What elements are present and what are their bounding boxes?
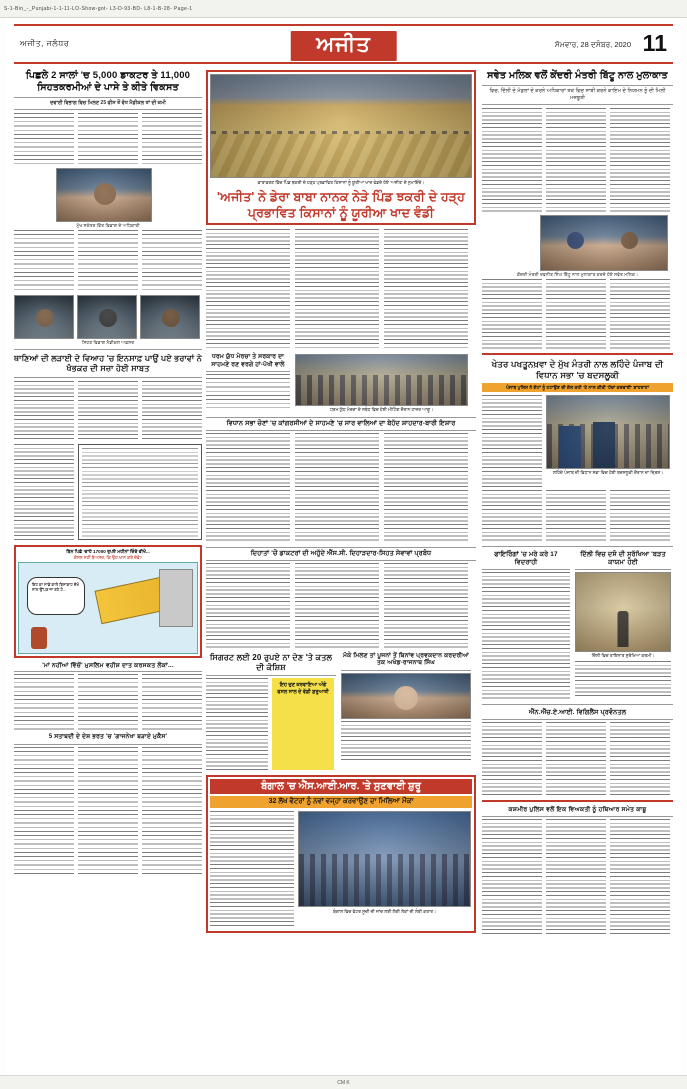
article-a1-body-col1 xyxy=(14,113,74,165)
masthead xyxy=(14,24,673,64)
article-c2-photo xyxy=(540,215,668,271)
article-b1-headline: 'ਅਜੀਤ' ਨੇ ਡੇਰਾ ਬਾਬਾ ਨਾਨਕ ਨੇੜੇ ਪਿੰਡ ਝਕਰੀ ਦੇ ਹੜ੍ਹ ਪ੍ਰਭਾਵਿਤ ਕਿਸਾਨਾਂ ਨੂੰ ਯੂਰੀਆ ਖਾਦ ਵੰਡੀ xyxy=(216,189,466,220)
article-c4 xyxy=(575,551,671,700)
article-b2 xyxy=(206,354,476,413)
article-c6-headline: ਕਸ਼ਮੀਰ ਪੁਲਿਸ ਵਲੋਂ ਇਕ ਵਿਅਕਤੀ ਨੂੰ ਹਥਿਆਰ ਸਮੇਤ ਕਾਬੂ xyxy=(508,806,647,814)
article-a1-headline: ਪਿਛਲੇ 2 ਸਾਲਾਂ 'ਚ 5,000 ਡਾਕਟਰ ਤੇ 11,000 ਸਿਹਤਕਰਮੀਆਂ ਦੇ ਪਾਸੇ ਤੇ ਕੀਤੇ ਵਿਕਸਤ xyxy=(25,70,191,93)
article-c1-kicker: ਪੰਜਾਬ ਪੁਲਿਸ ਨੇ ਗੇਟਾਂ ਨੂੰ ਹਟਾਉਣ ਦੀ ਗੱਲ ਕਹੀ 'ਤੇ ਨਾਲ ਕੀਤੀ 'ਹੱਦਾਂ ਕਰਵਾਈ' ਸ਼ਾਹਰਾਹਾਂ xyxy=(482,383,673,392)
article-b6 xyxy=(206,775,476,933)
article-b3-headline: ਵਿਧਾਨ ਸਭਾ ਚੋਣਾਂ 'ਚ ਕਾਂਗਰਸੀਆਂ ਦੇ ਸਾਹਮਣੇ 'ਚ ਸਾਰ ਵਾਲਿਆਂ ਦਾ ਬੇਹੱਦ ਸ਼ਾਹਦਾਰ-ਬਾਰੀ ਇਸ਼ਾਰ xyxy=(226,419,456,427)
article-a1-body-col3 xyxy=(142,113,202,165)
article-a4-headline: 'ਮਾਂ ਨਹੀਂਆਂ ਵਿੱਚੋਂ' ਮੁਸਲਿਮ ਵਹੀਸ਼ ਦਾਤ ਕਰਸਕਤ ਲੋਕਾਂ... xyxy=(42,661,174,669)
article-c3-headline: ਫਾਇਰਿੰਗਾਂ 'ਚ ਮਰੇ ਕਰੇ 17 ਵਿਦਰਾਹੀ xyxy=(494,551,558,567)
article-a1-subhead: ਦਵਾਈ ਵਿਭਾਗ ਵਿਚ ਮਿਲਣ 25 ਫੀਸ ਤੋਂ ਵੱਧ ਮੈਡੀਕਲ ਤਾਂ ਦੀ ਕਮੀ xyxy=(50,99,166,106)
article-a2 xyxy=(14,354,202,540)
article-c2-caption: ਕੇਂਦਰੀ ਮੰਤਰੀ ਰਵਨੀਤ ਸਿੰਘ ਬਿੱਟੂ ਨਾਲ ਮੁਲਾਕਾਤ ਕਰਦੇ ਹੋਏ ਸਵੇਤ ਮਲਿਕ। xyxy=(516,271,639,277)
article-b4-headline: ਦਿਹਾਤਾਂ 'ਚੋਂ ਡਾਕਟਰਾਂ ਦੀ ਅਹੁੱਦੇ ਐੱਸ.ਸੀ. ਦਿਹਾੜਦਾਰ-ਸਿਹਤ ਸੇਵਾਵਾਂ ਪ੍ਰਬੰਧ xyxy=(250,549,432,557)
article-c1 xyxy=(482,359,673,542)
article-b1-photo xyxy=(210,74,472,178)
article-a4 xyxy=(14,662,202,731)
article-b6-caption: ਬੰਗਾਲ ਵਿਚ ਵੋਟਰ ਸੂਚੀ ਦੀ ਜਾਂਚ ਲਈ ਲੱਗੀ ਲੋਕਾਂ ਦੀ ਲੰਬੀ ਕਤਾਰ। xyxy=(333,908,436,914)
column-left xyxy=(14,70,202,877)
article-a5-headline: 5 ਸਤਾਬਦੀ ਦੇ ਦੇਸ਼ ਭਰਤ 'ਚ 'ਗਾਜਨੇਖਾ ਬੜਾਏ ਮੁਕੈਸ' xyxy=(48,734,168,741)
article-b6-headline: ਬੰਗਾਲ 'ਚ ਐੱਸ.ਆਈ.ਆਰ. 'ਤੇ ਸੁਣਵਾਈ ਸ਼ੁਰੂ xyxy=(210,779,472,794)
article-c7-headline: ਮੱਕੇ ਮਿਲਣ ਤਾਂ ਪੂਜਨਾਂ ਤੋਂ ਬਿਨਾਂਵ ਪ੍ਰਵਕਦਾਨ ਕਰਦਰੀਆਂ ਤਕ ਅਖੰਡ-ਰਾਜਨਾਥ ਸਿੰਘ xyxy=(343,652,469,667)
article-a2-headline: ਥਾਣਿਆਂ ਦੀ ਲੜਾਈ ਦੇ ਵਿਆਹ 'ਚ ਇਨਸਾਫ਼ ਪਾਉਂ ਪਏ ਭਰਾਵਾਂ ਨੇ ਖੰਭਕਰ ਦੀ ਸਜ਼ਾ ਹੋਈ ਸਾਬਤ xyxy=(14,353,202,373)
article-c1-headline: ਖੇਤਰ ਪਖਤੂਨਖ਼ਵਾ ਦੇ ਮੁੱਖ ਮੰਤਰੀ ਨਾਲ ਲਹਿੰਦੇ ਪੰਜਾਬ ਦੀ ਵਿਧਾਨ ਸਭਾ 'ਚ ਬਦਸਲੂਕੀ xyxy=(491,358,664,380)
article-b6-photo xyxy=(298,811,471,907)
article-c4-caption: ਦਿੱਲੀ ਵਿਚ ਤਾਇਨਾਤ ਸੁਰੱਖਿਆ ਕਰਮੀ। xyxy=(591,653,655,659)
article-c7 xyxy=(341,653,471,770)
article-c7-photo xyxy=(341,673,471,719)
article-b5: ਸਿਗਰਟ ਲਈ 20 ਰੁਪਏ ਨਾ ਦੇਣ 'ਤੇ ਕਤਲ ਦੀ ਕੋਸ਼ਿਸ਼ ਇਹ ਚੁਣ ਕਰਵਾਇਆ ਅੱਗੇ ਫਸਲ ਸਾਲ ਦੇ ਵੱਡੀ ਸ਼ੁਰੂਆਤੀ xyxy=(206,653,336,770)
article-c1-photo xyxy=(546,395,670,469)
newspaper-sheet xyxy=(6,18,681,1075)
article-c2 xyxy=(482,70,673,349)
article-c5 xyxy=(482,709,673,796)
article-c1-caption: ਲਹਿੰਦੇ ਪੰਜਾਬ ਦੀ ਵਿਧਾਨ ਸਭਾ ਵਿਚ ਹੋਈ ਬਦਸਲੂਕੀ ਦੌਰਾਨ ਦਾ ਦ੍ਰਿਸ਼। xyxy=(552,470,664,476)
article-c2-subhead: ਵਿਚ, ਦਿੱਲੀ ਦੇ ਮੰਡਲਾਂ ਦੇ ਕਰਨੇ ਅਧਿਕਾਰਾਂ ਤਕ ਵਿਚ ਸਾਬੀ ਕਰਨੇ ਕਾਇਮ ਦੇ ਨਿਯਮਨ ਨੂੰ ਦੀ ਮਿਲੀ ਮਜ਼ਬੂਤੀ xyxy=(489,87,666,101)
page-number: 11 xyxy=(642,30,667,56)
article-a2-inset-box xyxy=(78,444,202,540)
article-b2-caption: ਧਰਮ ਯੁੱਧ ਮੋਰਚਾ ਦੇ ਸਬੰਧ ਵਿਚ ਹੋਈ ਮੀਟਿੰਗ ਦੌਰਾਨ ਹਾਜ਼ਰ ਆਗੂ। xyxy=(329,407,434,413)
article-c6 xyxy=(482,806,673,937)
masthead-logo: ਅਜੀਤ xyxy=(290,31,397,61)
article-c4-headline: ਦਿੱਲੀ ਵਿਚ ਦਸੰ ਦੀ ਸੁਰੱਖਿਆ 'ਬੜਤ ਕਾਯਮ' ਹੋਈ xyxy=(580,551,666,567)
article-b1 xyxy=(206,70,476,225)
print-edge-bottom: CM K xyxy=(0,1075,687,1089)
article-a1-photo-2 xyxy=(14,295,74,339)
article-a1-photo-4 xyxy=(140,295,200,339)
cartoon-subtitle: ਕੋਸਨ ਨਹੀਂ ਬੇਅਸਰ, ਕਿ ਉਹ ਖ਼ਾਨ ਕਰੋ ਦੇਵੋ? xyxy=(73,554,143,560)
article-b2-photo xyxy=(295,354,468,406)
article-c4-photo xyxy=(575,572,671,652)
cartoon-speech-bubble: ਇਹ ਕਾ ਸਾਡੇ ਕਾਲੇ ਬਿਨਾਬਾਹ ਦੇਖੋ ਨਾਲ ਉੱਪਰ ਜਾ ਰਹੇ ਹੋ... xyxy=(27,577,85,615)
print-edge-top: S-1-Bin_-_Punjabi-1-1-11-LO-Show-got- L3-D-93-BD- L8-1-B-28- Page-1 xyxy=(0,0,687,18)
article-b2-headline: ਧਰਮ ਯੁੱਧ ਮੋਰਚਾ ਤੇ ਸਰਕਾਰ ਦਾ ਸਾਹਮਣੇ ਰਣ ਵਰਗੇ ਹਾਂ-ਪੱਖੀ ਵਾਲੇ xyxy=(211,354,285,368)
article-c5-headline: ਐੱਨ.ਐੱਚ.ਏ.ਆਈ. ਵਿਗਿਲੈਂਸ ਪ੍ਰਵੰਨਤਲ xyxy=(528,709,627,717)
article-b6-banner: 32 ਲੱਖ ਵੋਟਰਾਂ ਨੂੰ ਨਵਾਂ ਵਜ੍ਹਾ ਕਰਵਾਉਣ ਦਾ ਮਿਲਿਆ ਮੌਕਾ xyxy=(210,796,472,808)
column-right xyxy=(482,70,673,937)
masthead-edition: ਅਜੀਤ, ਜਲੰਧਰ xyxy=(20,39,70,48)
article-b1-caption: ਵਾਤਾਵਰਣ ਵਿੱਚ ਪਿੰਡ ਝਕਰੀ ਦੇ ਹੜ੍ਹ ਪ੍ਰਭਾਵਿਤ ਕਿਸਾਨਾਂ ਨੂੰ ਯੂਰੀਆ ਖਾਦ ਵੰਡਦੇ ਹੋਏ 'ਅਜੀਤ' ਦੇ ਨੁਮਾਇੰਦੇ। xyxy=(257,180,425,185)
article-c2-headline: ਸਵੇਤ ਮਲਿਕ ਵਲੋਂ ਕੇਂਦਰੀ ਮੰਤਰੀ ਬਿੱਟੂ ਨਾਲ ਮੁਲਾਕਾਤ xyxy=(487,70,668,81)
article-b3 xyxy=(206,417,476,543)
article-a1-body-col2 xyxy=(78,113,138,165)
masthead-date: ਸੋਮਵਾਰ, 28 ਦਸੰਬਰ, 2020 xyxy=(554,40,631,49)
article-a1-caption1: ਮੁੱਖ ਸਕੱਤਰ ਵਿੱਤ ਵਿਭਾਗ ਦੇ ਅਧਿਕਾਰੀ xyxy=(76,222,140,228)
column-center xyxy=(206,70,476,933)
article-a1-photo-main xyxy=(56,168,152,222)
article-c3 xyxy=(482,551,570,700)
article-a5 xyxy=(14,734,202,877)
cartoon-title: ਬਿਨ ਪਿਛੇ 'ਚਾਹੇ 17000 ਰੁਪਏ ਮਹੀਨਾਂ ਦਿੰਦੇ ਵੀਖੋ... xyxy=(66,548,150,554)
article-a1 xyxy=(14,70,202,345)
article-b5-headline: ਸਿਗਰਟ ਲਈ 20 ਰੁਪਏ ਨਾ ਦੇਣ 'ਤੇ ਕਤਲ ਦੀ ਕੋਸ਼ਿਸ਼ xyxy=(209,652,333,672)
article-a1-photo-3 xyxy=(77,295,137,339)
article-a3-cartoon xyxy=(14,545,202,658)
article-b4 xyxy=(206,547,476,649)
article-a1-caption2: ਸਿਹਤ ਵਿਭਾਗ ਮੈਡੀਕਲ ਅਫ਼ਸਰ xyxy=(81,339,135,345)
